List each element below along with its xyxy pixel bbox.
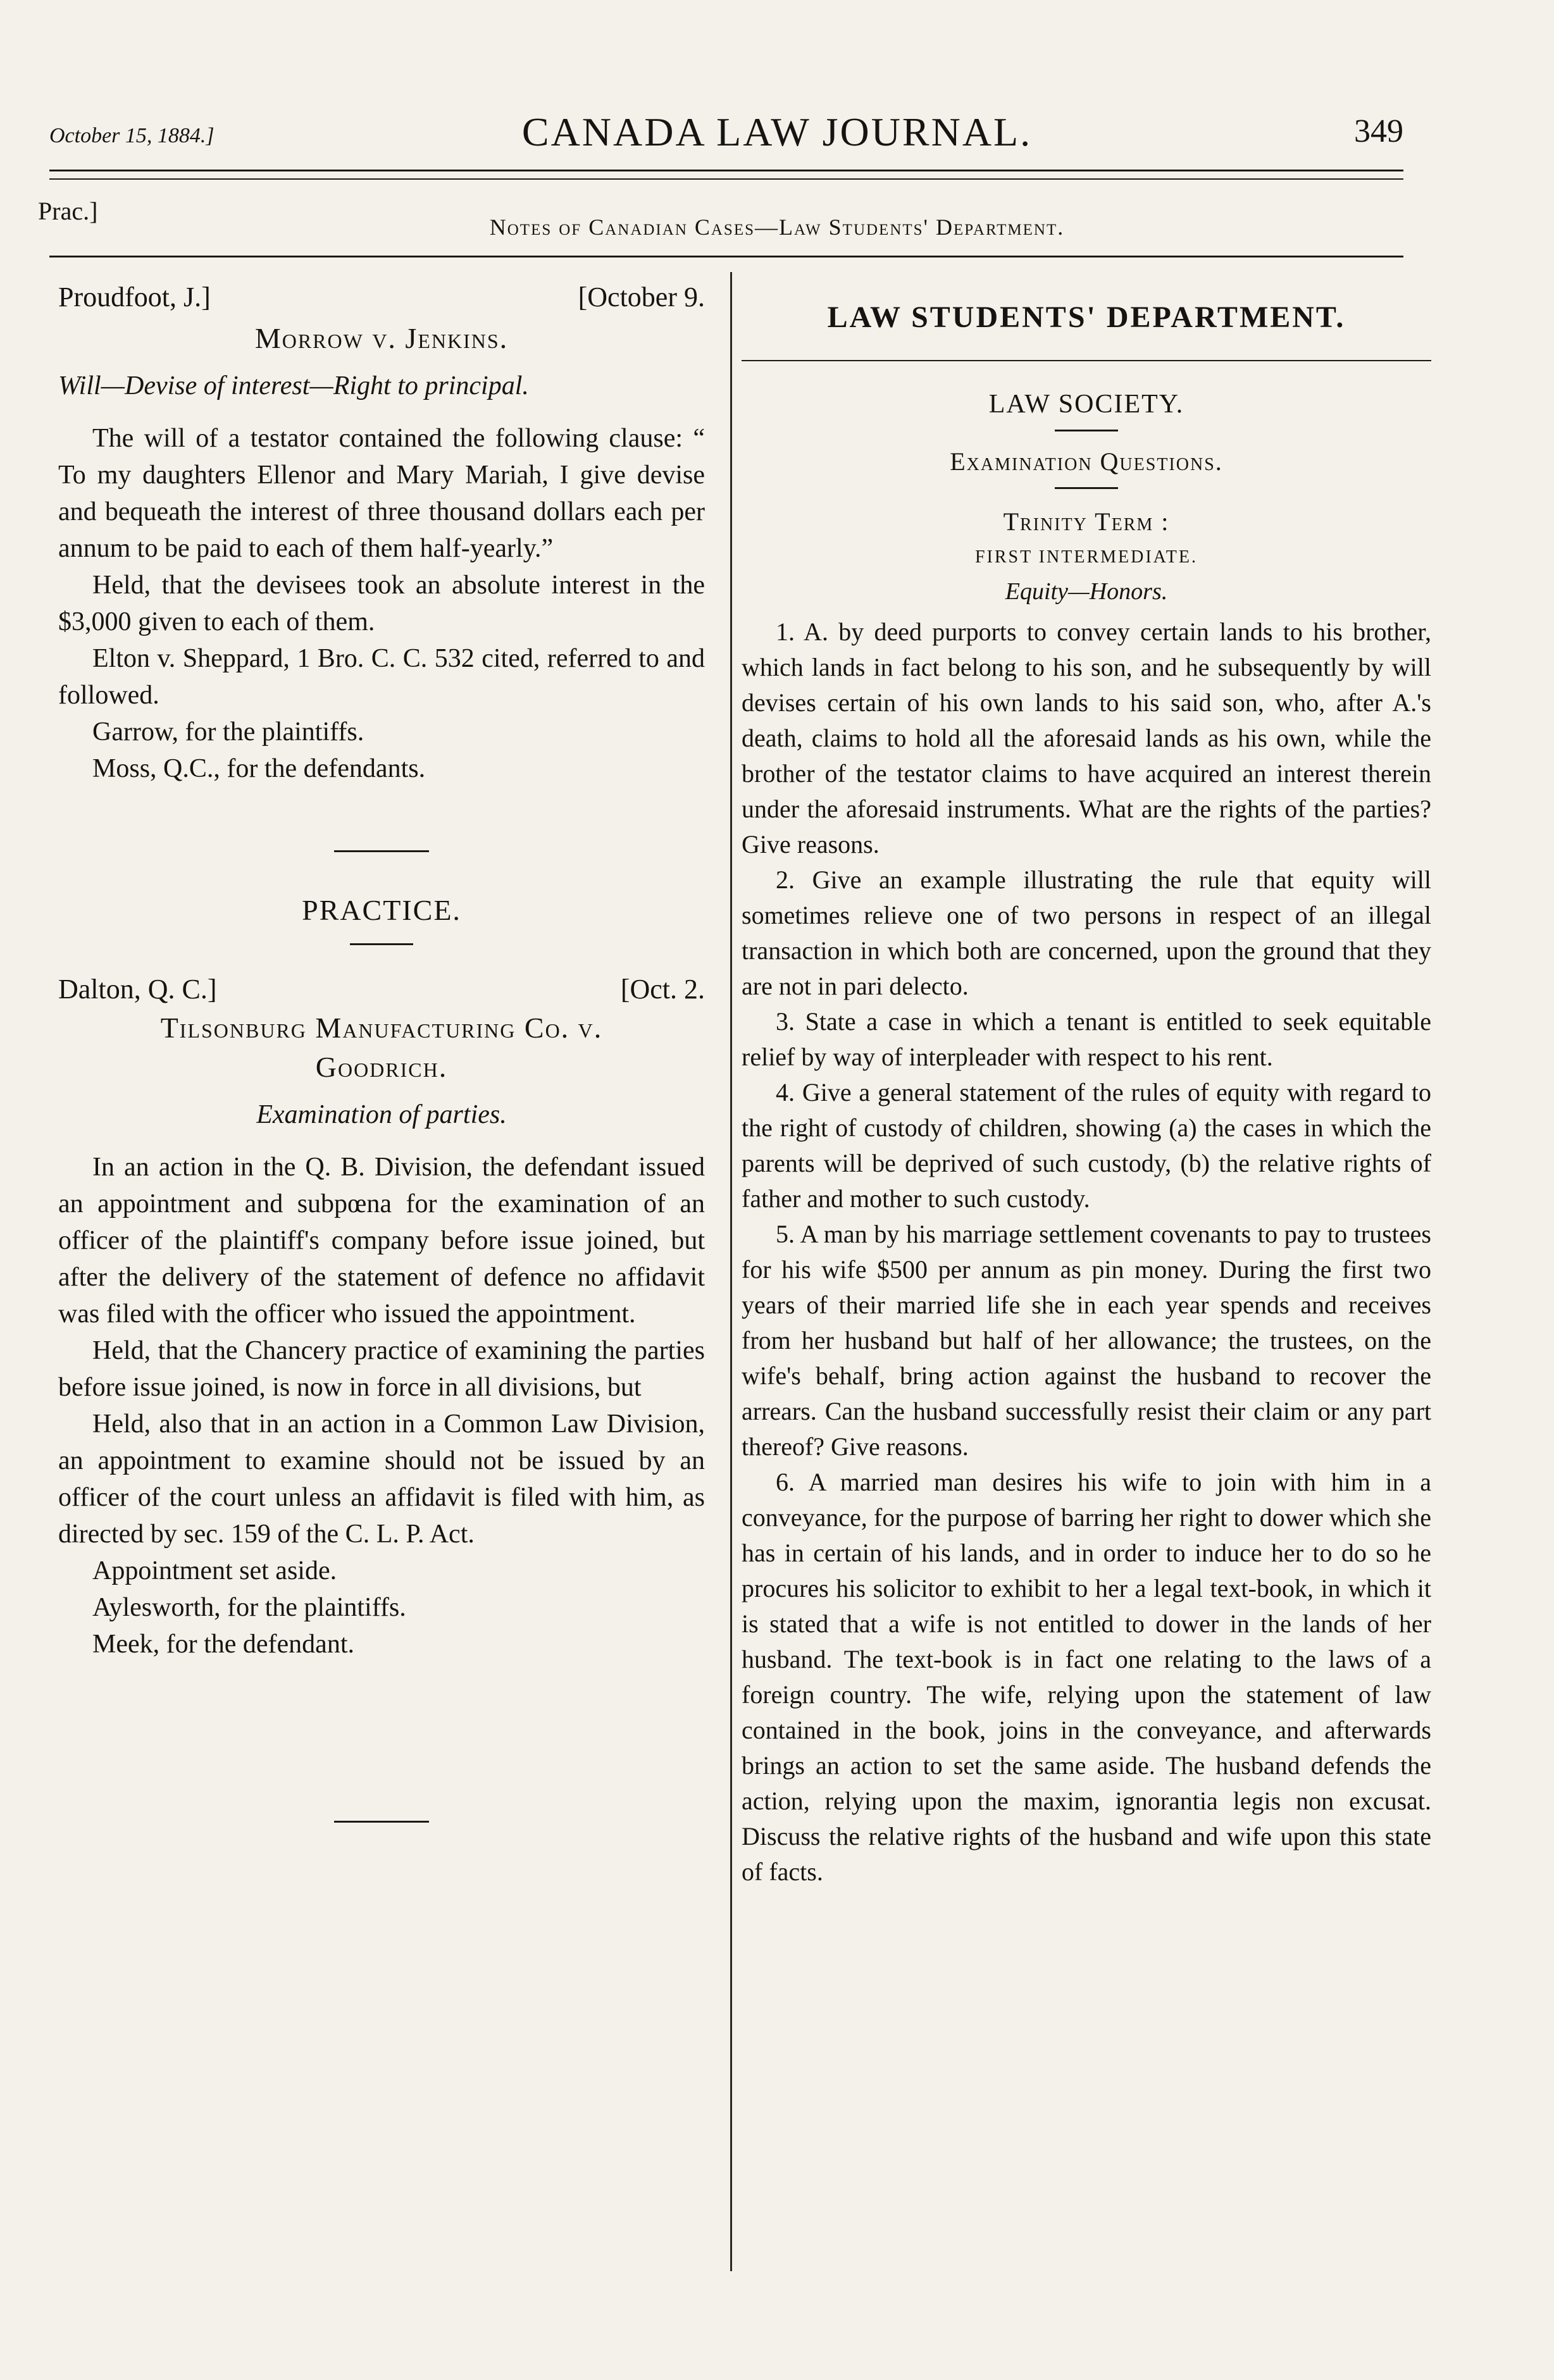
case2-paragraph: Held, also that in an action in a Common Law Division, an appointment to examine should not be issued by an officer of the court unless an affidavit is filed with him, as directed by sec. 159 of the C. L. P. Act.	[58, 1410, 705, 1549]
subject-heading: Equity—Honors.	[1005, 578, 1168, 605]
case2-judge-line	[58, 970, 705, 1008]
case1-judge-line	[58, 278, 705, 316]
practice-heading: PRACTICE.	[302, 894, 461, 926]
case1-paragraph: Elton v. Sheppard, 1 Bro. C. C. 532 cited, referred to and followed.	[58, 644, 705, 710]
case1-paragraph: The will of a testator contained the following clause: “ To my daughters Ellenor and Mary Mariah, I give devise and bequeath the interest of three thousand dollars each per annum to be paid to each of them half-yearly.”	[58, 424, 705, 563]
exam-question: 6. A married man desires his wife to join with him in a conveyance, for the purpose of barring her right to dower which she has in certain of his lands, and in order to induce her to do so he procures his solicitor to exhibit to her a legal text-book, in which it is stated that a wife is not entitled to dower in the lands of her husband. The text-book is in fact one relating to the laws of a foreign country. The wife, relying upon the statement of law contained in the book, joins in the conveyance, and afterwards brings an action to set the same aside. The husband defends the action, relying upon the maxim, ignorantia legis non excusat. Discuss the relative rights of the husband and wife upon this state of facts.	[742, 1468, 1431, 1886]
exam-question: 4. Give a general statement of the rules of equity with regard to the right of custody of children, showing (a) the cases in which the parents will be deprived of such custody, (b) the relative rights of father and mother to such custody.	[742, 1078, 1431, 1213]
right-column	[742, 278, 1431, 1890]
case1-paragraph: Held, that the devisees took an absolute interest in the $3,000 given to each of them.	[58, 571, 705, 636]
case2-counsel: Aylesworth, for the plaintiffs.	[92, 1593, 406, 1622]
case1-headnote: Will—Devise of interest—Right to principal.	[58, 371, 529, 400]
header-rule-top-double	[49, 178, 1403, 180]
journal-title: CANADA LAW JOURNAL.	[521, 109, 1033, 154]
term-heading: Trinity Term :	[1003, 507, 1170, 536]
case2-headnote: Examination of parties.	[256, 1100, 507, 1129]
society-heading: LAW SOCIETY.	[988, 390, 1184, 419]
section-tag: Prac.]	[38, 197, 98, 225]
case-separator-rule	[334, 850, 429, 852]
case1-title: Morrow v. Jenkins.	[254, 322, 509, 354]
society-rule	[1055, 430, 1118, 431]
practice-rule	[350, 943, 413, 945]
case1-judge: Proudfoot, J.]	[58, 282, 211, 313]
page-number: 349	[1354, 113, 1403, 149]
column-end-rule	[334, 1821, 429, 1823]
exam-question: 2. Give an example illustrating the rule that equity will sometimes relieve one of two persons in respect of an illegal transaction in which both are concerned, upon the ground that they are not in pari delecto.	[742, 865, 1431, 1000]
department-title: LAW STUDENTS' DEPARTMENT.	[827, 301, 1346, 334]
case2-date: [Oct. 2.	[620, 974, 705, 1005]
case2-paragraph: In an action in the Q. B. Division, the defendant issued an appointment and subpœna for the examination of an officer of the plaintiff's company before issue joined, but after the delivery of the statement of defence no affidavit was filed with the officer who issued the appointment.	[58, 1153, 705, 1329]
exam-heading: Examination Questions.	[950, 447, 1223, 476]
case2-paragraph: Held, that the Chancery practice of examining the parties before issue joined, is now in force in all divisions, but	[58, 1336, 705, 1402]
section-heading: Notes of Canadian Cases—Law Students' Department.	[489, 214, 1065, 240]
case2-title-cont: Goodrich.	[315, 1051, 448, 1083]
case1-date: [October 9.	[578, 282, 705, 313]
exam-rule	[1055, 487, 1118, 489]
case1-counsel: Moss, Q.C., for the defendants.	[92, 754, 426, 783]
header-rule-top	[49, 170, 1403, 171]
header-rule-bottom	[49, 256, 1403, 257]
department-rule	[742, 360, 1431, 361]
case2-judge: Dalton, Q. C.]	[58, 974, 217, 1005]
case2-counsel: Meek, for the defendant.	[92, 1630, 354, 1659]
exam-question: 5. A man by his marriage settlement covenants to pay to trustees for his wife $500 per annum as pin money. During the first two years of their married life she in each year spends and receives from her husband but half of her allowance; the trustees, on the wife's behalf, bring action against the husband to recover the arrears. Can the husband successfully resist their claim or any part thereof? Give reasons.	[742, 1220, 1431, 1461]
exam-question: 3. State a case in which a tenant is entitled to seek equitable relief by way of interpleader with respect to his rent.	[742, 1007, 1431, 1071]
left-column	[58, 278, 705, 1823]
column-divider	[730, 272, 732, 2271]
case1-counsel: Garrow, for the plaintiffs.	[92, 717, 364, 747]
case2-title: Tilsonburg Manufacturing Co. v.	[160, 1012, 603, 1044]
level-heading: FIRST INTERMEDIATE.	[974, 547, 1198, 567]
issue-date: October 15, 1884.]	[49, 124, 214, 147]
exam-question: 1. A. by deed purports to convey certain lands to his brother, which lands in fact belong to his son, and he subsequently by will devises certain of his own lands to his said son, who, after A.'s death, claims to hold all the aforesaid lands as his own, while the brother of the testator claims to have acquired an interest therein under the aforesaid instruments. What are the rights of the parties? Give reasons.	[742, 617, 1431, 858]
case2-paragraph: Appointment set aside.	[92, 1556, 337, 1585]
